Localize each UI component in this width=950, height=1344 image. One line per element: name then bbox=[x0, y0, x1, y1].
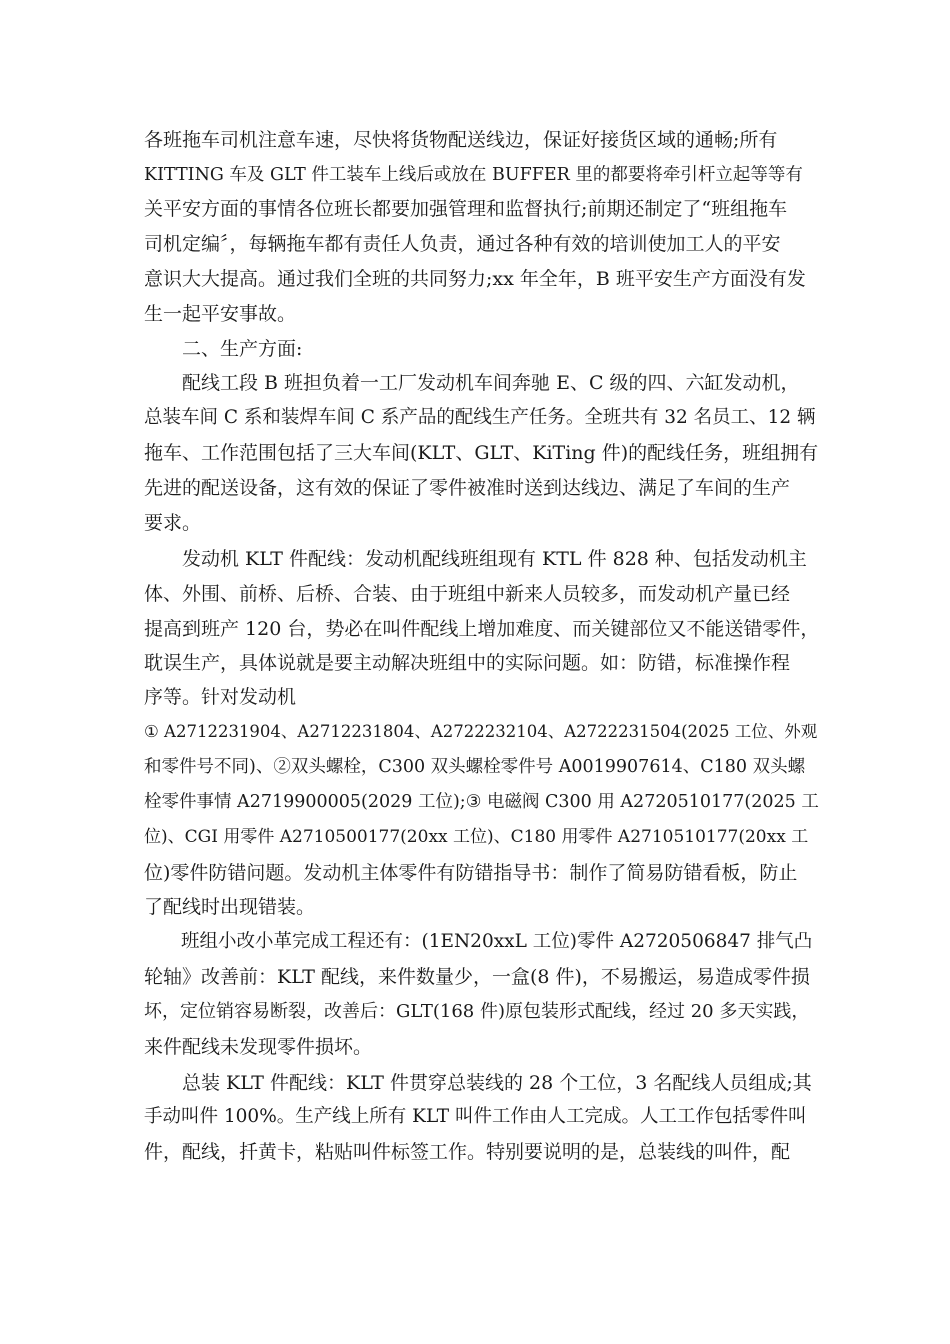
text-line: 要求。 bbox=[144, 512, 202, 534]
text-line: ① A2712231904、A2712231804、A2722232104、A2722231504(2025 工位、外观 bbox=[144, 722, 818, 741]
text-line: 各班拖车司机注意车速，尽快将货物配送线边，保证好接货区域的通畅;所有 bbox=[144, 129, 778, 151]
text-line: 栓零件事情 A2719900005(2029 工位);③ 电磁阀 C300 用 A2720510177(2025 工 bbox=[144, 792, 819, 812]
text-line: 司机定编〞，每辆拖车都有责任人负责，通过各种有效的培训使加工人的平安 bbox=[144, 233, 781, 255]
text-line: 总装 KLT 件配线：KLT 件贯穿总装线的 28 个工位，3 名配线人员组成;其 bbox=[144, 1072, 812, 1094]
text-line: 轮轴》改善前：KLT 配线，来件数量少，一盒(8 件)，不易搬运，易造成零件损 bbox=[144, 966, 810, 988]
text-line: 位)零件防错问题。发动机主体零件有防错指导书：制作了简易防错看板，防止 bbox=[144, 862, 798, 884]
text-line: 手动叫件 100%。生产线上所有 KLT 叫件工作由人工完成。人工工作包括零件叫 bbox=[144, 1106, 807, 1127]
text-line: 和零件号不同)、②双头螺栓，C300 双头螺栓零件号 A0019907614、C180 双头螺 bbox=[144, 757, 806, 777]
text-line: 体、外围、前桥、后桥、合装、由于班组中新来人员较多，而发动机产量已经 bbox=[144, 583, 791, 605]
text-line: 位)、CGI 用零件 A2710500177(20xx 工位)、C180 用零件 A2710510177(20xx 工 bbox=[144, 827, 809, 847]
text-line: 意识大大提高。通过我们全班的共同努力;xx 年全年，B 班平安生产方面没有发 bbox=[144, 268, 806, 290]
text-line: 件，配线，扦黄卡，粘贴叫件标签工作。特别要说明的是，总装线的叫件，配 bbox=[144, 1141, 791, 1163]
text-line: 序等。针对发动机 bbox=[144, 686, 297, 708]
text-line: 生一起平安事故。 bbox=[144, 303, 297, 325]
text-line: 了配线时出现错装。 bbox=[144, 896, 316, 918]
text-line: 坏，定位销容易断裂，改善后：GLT(168 件)原包装形式配线，经过 20 多天实践， bbox=[144, 1001, 810, 1022]
section-heading: 二、生产方面: bbox=[144, 338, 303, 360]
text-line: 提高到班产 120 台，势必在叫件配线上增加难度、而关键部位又不能送错零件， bbox=[144, 618, 820, 640]
text-line: 先进的配送设备，这有效的保证了零件被准时送到达线边、满足了车间的生产 bbox=[144, 477, 791, 499]
text-line: 发动机 KLT 件配线：发动机配线班组现有 KTL 件 828 种、包括发动机主 bbox=[144, 548, 807, 570]
text-line: 拖车、工作范围包括了三大车间(KLT、GLT、KiTing 件)的配线任务，班组拥有 bbox=[144, 442, 819, 464]
text-line: 来件配线未发现零件损坏。 bbox=[144, 1036, 373, 1058]
text-line: 耽误生产，具体说就是要主动解决班组中的实际问题。如：防错，标准操作程 bbox=[144, 652, 791, 674]
text-line: 关平安方面的事情各位班长都要加强管理和监督执行;前期还制定了“班组拖车 bbox=[144, 198, 788, 220]
text-line: 总装车间 C 系和装焊车间 C 系产品的配线生产任务。全班共有 32 名员工、12 辆 bbox=[144, 407, 816, 428]
text-line: KITTING 车及 GLT 件工装车上线后或放在 BUFFER 里的都要将牵引杆立起等等有 bbox=[144, 165, 803, 185]
text-line: 班组小改小革完成工程还有：(1EN20xxL 工位)零件 A2720506847 排气凸 bbox=[144, 931, 813, 952]
text-line: 配线工段 B 班担负着一工厂发动机车间奔驰 E、C 级的四、六缸发动机， bbox=[144, 372, 800, 394]
